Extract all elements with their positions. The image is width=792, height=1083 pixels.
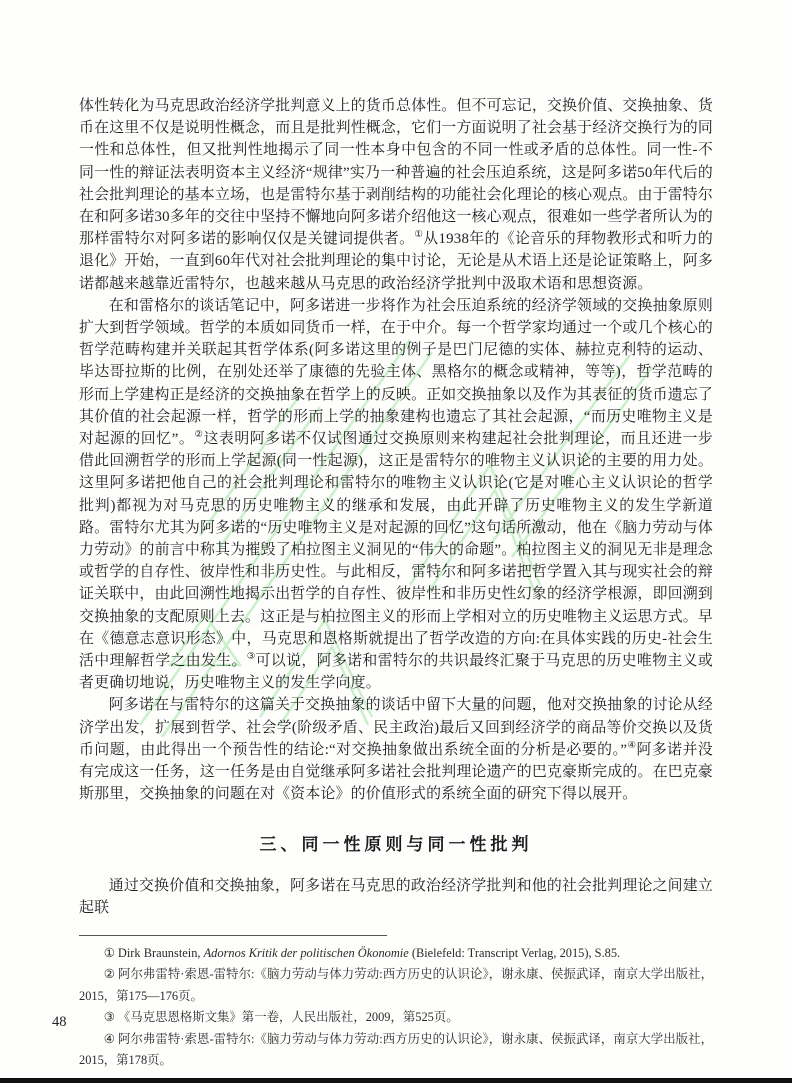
- footnote-3-text: 《马克思恩格斯文集》第一卷，人民出版社，2009，第525页。: [117, 1010, 459, 1025]
- footnotes-block: [79, 943, 713, 1071]
- footnote-1-publisher: (Bielefeld: Transcript Verlag, 2015), S.85.: [408, 945, 621, 960]
- footnote-3-marker: ③: [103, 1010, 115, 1025]
- footnote-2-text: 阿尔弗雷特·索恩-雷特尔:《脑力劳动与体力劳动:西方历史的认识论》，谢永康、侯振武译，南京大学出版社，2015，第175—176页。: [79, 967, 714, 1003]
- footnote-4-marker: ④: [103, 1031, 115, 1046]
- footnote-2-marker: ②: [103, 967, 115, 982]
- page-number: 48: [52, 1014, 67, 1030]
- footnote-1-marker: ①: [103, 945, 115, 960]
- section-heading: 三、同一性原则与同一性批判: [259, 834, 533, 854]
- body-paragraph-2: 在和雷格尔的谈话笔记中，阿多诺进一步将作为社会压迫系统的经济学领域的交换抽象原则扩大到哲学领域。哲学的本质如同货币一样，在于中介。每一个哲学家均通过一个或几个核心的哲学范畴构建并关联起其哲学体系(阿多诺这里的例子是巴门尼德的实体、赫拉克利特的运动、毕达哥拉斯的比例，在别处还举了康德的先验主体、黑格尔的概念或精神，等等)，哲学范畴的形而上学建构正是经济的交换抽象在哲学上的反映。正如交换抽象以及作为其表征的货币遗忘了其价值的社会起源一样，哲学的形而上学的抽象建构也遗忘了其社会起源，“而历史唯物主义是对起源的回忆”。②这表明阿多诺不仅试图通过交换原则来构建起社会批判理论，而且还进一步借此回溯哲学的形而上学起源(同一性起源)，这正是雷特尔的唯物主义认识论的主要的用力处。这里阿多诺把他自己的社会批判理论和雷特尔的唯物主义认识论(它是对唯心主义认识论的哲学批判)都视为对马克思的历史唯物主义的继承和发展，由此开辟了历史唯物主义的发生学新道路。雷特尔尤其为阿多诺的“历史唯物主义是对起源的回忆”这句话所激动，他在《脑力劳动与体力劳动》的前言中称其为摧毁了柏拉图主义洞见的“伟大的命题”。柏拉图主义的洞见无非是理念或哲学的自存性、彼岸性和非历史性。与此相反，雷特尔和阿多诺把哲学置入其与现实社会的辩证关联中，由此回溯性地揭示出哲学的自存性、彼岸性和非历史性幻象的经济学根源，即回溯到交换抽象的支配原则上去。这正是与柏拉图主义的形而上学相对立的历史唯物主义运思方式。早在《德意志意识形态》中，马克思和恩格斯就提出了哲学改造的方向:在具体实践的历史-社会生活中理解哲学之由发生。③可以说，阿多诺和雷特尔的共识最终汇聚于马克思的历史唯物主义或者更确切地说，历史唯物主义的发生学向度。: [79, 297, 714, 692]
- footnote-4-text: 阿尔弗雷特·索恩-雷特尔:《脑力劳动与体力劳动:西方历史的认识论》，谢永康、侯振武译，南京大学出版社，2015，第178页。: [79, 1031, 714, 1067]
- scan-bottom-edge: [0, 1078, 792, 1083]
- footnote-2: [79, 964, 713, 1007]
- footnote-4: [79, 1029, 713, 1072]
- footnote-1-title: Adornos Kritik der politischen Ökonomie: [203, 945, 409, 960]
- body-paragraph-4: 通过交换价值和交换抽象，阿多诺在马克思的政治经济学批判和他的社会批判理论之间建立起联: [79, 877, 713, 916]
- footnote-1: [79, 943, 713, 964]
- body-paragraph-3: 阿多诺在与雷特尔的这篇关于交换抽象的谈话中留下大量的问题，他对交换抽象的讨论从经济学出发，扩展到哲学、社会学(阶级矛盾、民主政治)最后又回到经济学的商品等价交换以及货币问题，由此得出一个预告性的结论:“对交换抽象做出系统全面的分析是必要的。”④阿多诺并没有完成这一任务，这一任务是由自觉继承阿多诺社会批判理论遗产的巴克豪斯完成的。在巴克豪斯那里，交换抽象的问题在对《资本论》的价值形式的系统全面的研究下得以展开。: [79, 697, 713, 803]
- footnote-3: [79, 1007, 713, 1028]
- body-paragraph-1: 体性转化为马克思政治经济学批判意义上的货币总体性。但不可忘记，交换价值、交换抽象、货币在这里不仅是说明性概念，而且是批判性概念，它们一方面说明了社会基于经济交换行为的同一性和总体性，但又批判性地揭示了同一性本身中包含的不同一性或矛盾的总体性。同一性-不同一性的辩证法表明资本主义经济“规律”实乃一种普遍的社会压迫系统，这是阿多诺50年代后的社会批判理论的基本立场，也是雷特尔基于剥削结构的功能社会化理论的核心观点。由于雷特尔在和阿多诺30多年的交往中坚持不懈地向阿多诺介绍他这一核心观点，很难如一些学者所认为的那样雷特尔对阿多诺的影响仅仅是关键词提供者。①从1938年的《论音乐的拜物教形式和听力的退化》开始，一直到60年代对社会批判理论的集中讨论，无论是从术语上还是论证策略上，阿多诺都越来越靠近雷特尔，也越来越从马克思的政治经济学批判中汲取术语和思想资源。: [79, 98, 714, 292]
- main-text-column: [79, 95, 713, 1071]
- footnote-1-author: Dirk Braunstein,: [117, 945, 204, 960]
- footnote-separator: [79, 935, 387, 936]
